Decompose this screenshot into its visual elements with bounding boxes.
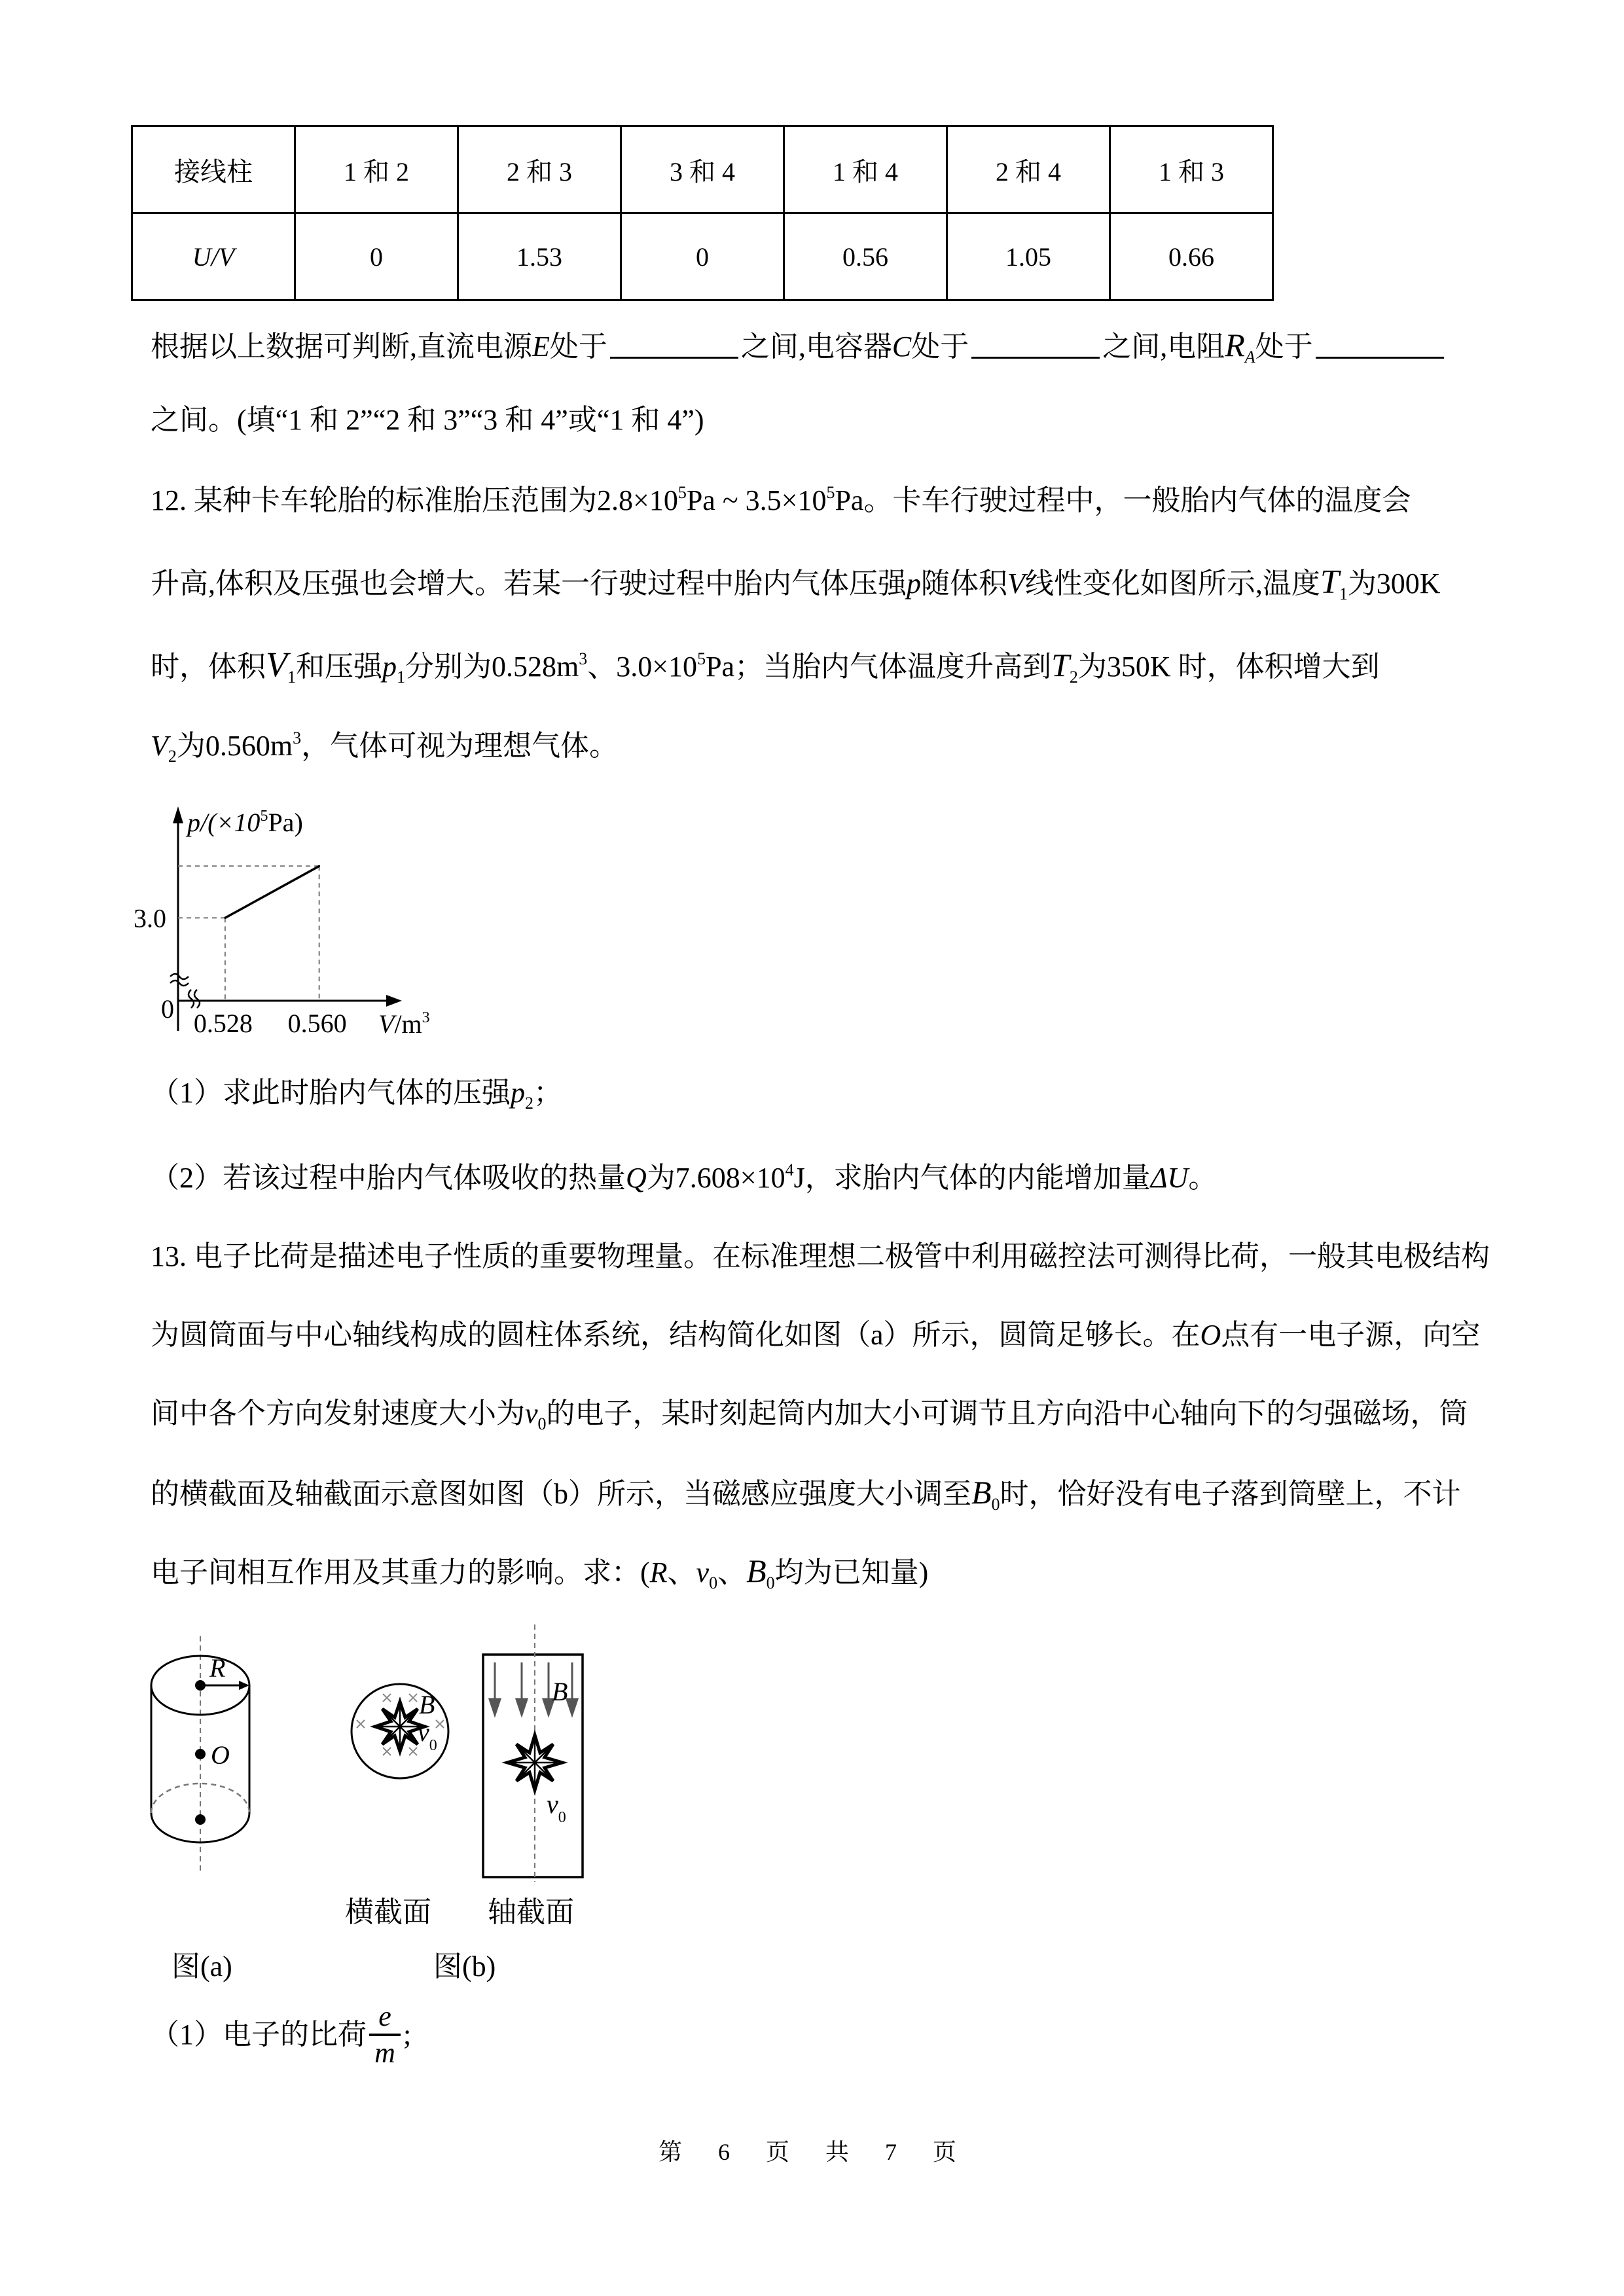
q12-line-1 <box>151 481 1411 520</box>
q13-line-5 <box>151 1551 928 1592</box>
y-axis-label: $p/(\times 10^5Pa)$ <box>187 808 303 837</box>
origin-label: 0 <box>161 994 174 1024</box>
point-o-dot <box>195 1749 206 1759</box>
text: 间中各个方向发射速度大小为 <box>151 1397 525 1429</box>
text: ； <box>533 1077 562 1109</box>
text: ; <box>403 2018 412 2051</box>
text: （1）电子的比荷 <box>151 2018 367 2051</box>
sub: 0 <box>709 1573 718 1592</box>
q12-sub-2 <box>151 1158 1217 1198</box>
label-b: B <box>552 1677 568 1706</box>
text: 为圆筒面与中心轴线构成的圆柱体系统，结构简化如图（a）所示，圆筒足够长。在 <box>151 1319 1200 1351</box>
series-line-0 <box>225 866 319 918</box>
x-tick-label: 0.528 <box>193 1009 253 1038</box>
sub: 0 <box>991 1495 1000 1514</box>
fraction-e-over-m <box>369 2000 401 2070</box>
text: ，气体可视为理想气体。 <box>301 730 619 762</box>
table-header-terminal: 接线柱 <box>132 126 295 213</box>
var-e: E <box>532 331 550 363</box>
sub: 2 <box>1069 668 1078 687</box>
table-cell: 2 和 4 <box>947 126 1110 213</box>
text: 处于 <box>911 331 969 363</box>
text: 、3.0×10 <box>587 651 698 683</box>
fraction-numerator: e <box>378 2000 391 2032</box>
text: 、 <box>667 1556 696 1588</box>
exp: 3 <box>579 649 588 668</box>
q13-line-1 <box>151 1237 1490 1276</box>
var-b0: B <box>746 1552 767 1589</box>
exp: 3 <box>293 728 302 747</box>
exp: 5 <box>826 483 835 502</box>
var-du: ΔU <box>1150 1162 1189 1194</box>
text: 根据以上数据可判断,直流电源 <box>151 331 532 363</box>
var-r: R <box>649 1556 668 1588</box>
electron-burst-icon <box>507 1735 562 1790</box>
var-v0: v <box>696 1556 710 1588</box>
table-cell: 2 和 3 <box>458 126 621 213</box>
text: 。 <box>1188 1162 1218 1194</box>
var-p2: p <box>511 1077 525 1109</box>
question-number: 12. <box>151 484 187 516</box>
label-r: R <box>209 1653 226 1683</box>
x-tick-label: 0.560 <box>287 1009 347 1038</box>
sub: 1 <box>287 668 296 687</box>
text: 和压强 <box>296 651 382 683</box>
answer-blank-source[interactable] <box>610 331 738 359</box>
var-v1: V <box>266 645 287 684</box>
text: 时，体积 <box>151 651 266 683</box>
text: 时，恰好没有电子落到筒壁上，不计 <box>1000 1478 1461 1510</box>
text: 的电子，某时刻起筒内加大小可调节且方向沿中心轴向下的匀强磁场，筒 <box>546 1397 1468 1429</box>
sub: 2 <box>525 1094 533 1113</box>
table-cell: 0.66 <box>1110 213 1273 300</box>
text: 。卡车行驶过程中，一般胎内气体的温度会 <box>863 484 1411 516</box>
table-row-voltages <box>132 213 1273 300</box>
answer-blank-resistor[interactable] <box>1316 331 1444 359</box>
figure-b-axial-section <box>481 1623 592 1885</box>
q12-line-4 <box>151 726 618 766</box>
label-v0: $v_0$ <box>547 1789 566 1826</box>
text: 处于 <box>1255 331 1313 363</box>
label-b: B <box>419 1690 435 1719</box>
table-cell: 1.05 <box>947 213 1110 300</box>
text: 之间,电阻 <box>1102 331 1225 363</box>
figure-b-cross-section <box>334 1682 465 1793</box>
voltage-table <box>131 125 1274 301</box>
text: 某种卡车轮胎的标准胎压范围为 <box>194 484 597 516</box>
radius-arrow-head-icon <box>239 1681 249 1690</box>
table-cell: 3 和 4 <box>621 126 784 213</box>
axial-section-label: 轴截面 <box>488 1896 574 1928</box>
fraction-denominator: m <box>374 2037 395 2069</box>
text: 之间,电容器 <box>740 331 892 363</box>
text: J，求胎内气体的内能增加量 <box>793 1162 1151 1194</box>
var-t2: T <box>1051 647 1070 683</box>
y-axis-break-icon <box>170 974 189 986</box>
var-v2: V <box>151 730 168 762</box>
table-header-voltage: U/V <box>132 213 295 300</box>
text: 2.8×10 <box>597 484 678 516</box>
text: 为0.560m <box>176 730 293 762</box>
figure-a-cylinder <box>137 1623 295 1885</box>
table-row-terminals <box>132 126 1273 213</box>
q13-sub-1 <box>151 2000 411 2070</box>
text: Pa <box>835 484 864 516</box>
var-b0: B <box>971 1474 992 1511</box>
x-axis-arrow-icon <box>386 995 402 1007</box>
sub: 0 <box>766 1573 775 1592</box>
cross-section-label: 横截面 <box>345 1896 431 1928</box>
text: 为300K <box>1347 567 1441 600</box>
q13-line-3 <box>151 1394 1468 1433</box>
text: 点有一电子源，向空 <box>1221 1319 1481 1351</box>
text: 电子比荷是描述电子性质的重要物理量。在标准理想二极管中利用磁控法可测得比荷，一般其电极结构 <box>194 1240 1490 1272</box>
text: 电子间相互作用及其重力的影响。求：( <box>151 1556 650 1588</box>
pv-chart <box>131 785 589 1060</box>
chart-series <box>224 865 320 919</box>
table-cell: 1 和 2 <box>295 126 458 213</box>
text: Pa ~ 3.5×10 <box>686 484 827 516</box>
q11-fill-line-1 <box>151 325 1447 367</box>
table-cell: 1 和 4 <box>784 126 947 213</box>
q12-line-2 <box>151 563 1441 603</box>
table-cell: 0 <box>621 213 784 300</box>
bottom-center-dot <box>195 1814 206 1825</box>
page-footer: 第 6 页 共 7 页 <box>658 2139 965 2165</box>
text: （1）求此时胎内气体的压强 <box>151 1077 511 1109</box>
var-p: p <box>907 567 921 600</box>
text: 为7.608×10 <box>646 1162 785 1194</box>
figure-a-caption: 图(a) <box>171 1950 232 1982</box>
text: 为350K 时，体积增大到 <box>1077 651 1380 683</box>
q12-line-3 <box>151 645 1380 687</box>
q13-line-2 <box>151 1316 1480 1355</box>
y-axis-arrow-icon <box>173 806 183 823</box>
text: 线性变化如图所示,温度 <box>1024 567 1320 600</box>
var-q: Q <box>626 1162 647 1194</box>
exp: 5 <box>697 649 706 668</box>
label-v0: $v_0$ <box>418 1717 437 1754</box>
text: 分别为0.528m <box>405 651 579 683</box>
table-cell: 1 和 3 <box>1110 126 1273 213</box>
x-axis-break-icon <box>189 990 200 1008</box>
var-r: R <box>1225 327 1245 363</box>
chart-axes <box>170 806 402 1031</box>
figure-b-caption: 图(b) <box>433 1950 496 1982</box>
var-p1: p <box>382 651 397 683</box>
text: 、 <box>717 1556 747 1588</box>
var-c: C <box>892 331 912 363</box>
q13-line-4 <box>151 1473 1461 1514</box>
text: 升高,体积及压强也会增大。若某一行驶过程中胎内气体压强 <box>151 567 907 600</box>
text: 随体积 <box>921 567 1007 600</box>
text: 均为已知量) <box>774 1556 929 1588</box>
chart-guides <box>178 866 319 1001</box>
sub: 1 <box>1339 584 1348 603</box>
var-o: O <box>1200 1319 1221 1351</box>
table-cell: 1.53 <box>458 213 621 300</box>
q12-sub-1 <box>151 1073 562 1113</box>
text: 处于 <box>549 331 607 363</box>
text: 的横截面及轴截面示意图如图（b）所示，当磁感应强度大小调至 <box>151 1478 971 1510</box>
var-t1: T <box>1320 564 1339 601</box>
label-o: O <box>211 1740 230 1770</box>
y-tick-label: 3.0 <box>134 903 166 933</box>
sub: 0 <box>537 1414 547 1433</box>
var-v: V <box>1007 567 1025 600</box>
sub: 2 <box>168 747 177 766</box>
q11-fill-line-2: 之间。(填“1 和 2”“2 和 3”“3 和 4”或“1 和 4”) <box>151 404 704 436</box>
text: （2）若该过程中胎内气体吸收的热量 <box>151 1162 626 1194</box>
table-cell: 0.56 <box>784 213 947 300</box>
text: Pa；当胎内气体温度升高到 <box>706 651 1052 683</box>
exp: 5 <box>677 483 687 502</box>
question-number: 13. <box>151 1240 187 1272</box>
answer-blank-capacitor[interactable] <box>971 331 1100 359</box>
table-cell: 0 <box>295 213 458 300</box>
x-axis-label: $V/m^3$ <box>378 1009 430 1039</box>
sub: 1 <box>397 668 405 687</box>
var-r-sub: A <box>1244 348 1255 367</box>
var-v0: v <box>525 1397 538 1429</box>
exp: 4 <box>785 1160 794 1179</box>
